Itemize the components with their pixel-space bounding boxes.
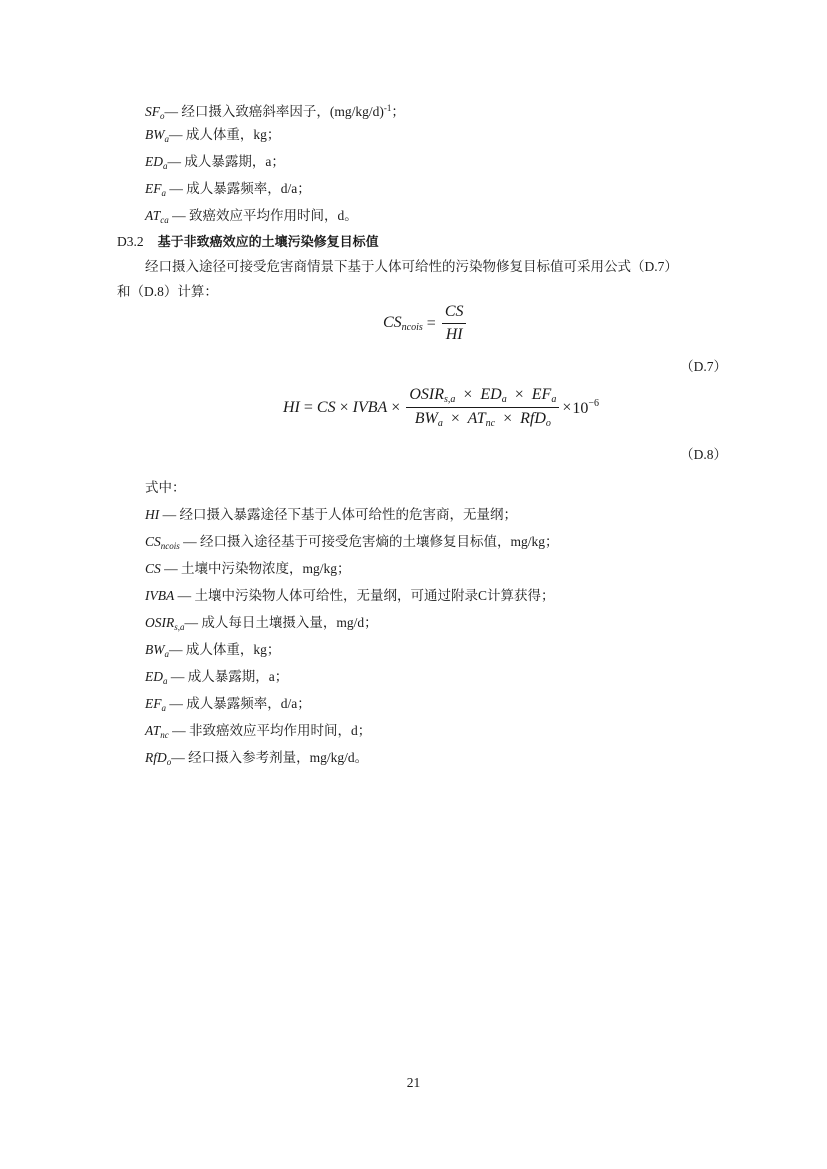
formula-d7-fraction: $\frac{CS}{HI}$ [442,303,467,344]
definition-ef-a-2: $EF_a$ — 成人暴露频率，d/a； [145,696,311,713]
definition-osir-sa: $OSIR_{s,a}—$ 成人每日土壤摄入量，mg/d； [145,615,378,632]
symbol: $SF_o$ [145,104,165,121]
definition-rfd-o: RfD$_o$— 经口摄入参考剂量，mg/kg/d。 [145,750,369,767]
definition-ed-a-2: $ED_a$ — 成人暴露期，a； [145,669,289,686]
formula-d8: HI = CS × IVBA × $\frac{OSIR_{s,a} \times ED_a \times EF_a}{BW_a \times AT_{nc} \times RfD_o}$ × $10^{-6}$ [283,386,599,429]
page-number: 21 [406,1075,421,1090]
equation-label-d8: （D.8） [680,447,727,462]
paragraph-line-2: 和（D.8）计算： [117,284,218,299]
definition-ef-a: $EF_a$ — 成人暴露频率，d/a； [145,181,311,198]
definition-sf-o: $SF_o—$ 经口摄入致癌斜率因子，$(mg/kg/d)^{-1}$； [145,103,405,121]
definition-at-nc: $AT_{nc}$ — 非致癌效应平均作用时间，d； [145,723,372,740]
section-number: D3.2 [117,234,144,249]
definition-cs-ncois: $CS_{ncois}$ — 经口摄入途径基于可接受危害熵的土壤修复目标值，mg/kg； [145,534,559,551]
definition-bw-a-2: $BW_a—$ 成人体重，kg； [145,642,281,659]
definition-bw-a: $BW_a—$ 成人体重，kg； [145,127,281,144]
formula-d7: $CS_{ncois}$ = $\frac{CS}{HI}$ [383,303,468,344]
definition-hi: HI — 经口摄入暴露途径下基于人体可给性的危害商，无量纲； [145,507,517,522]
where-label: 式中： [145,480,186,495]
equation-label-d7: （D.7） [680,359,727,374]
definition-ed-a: $ED_a—$ 成人暴露期，a； [145,154,285,171]
formula-d7-lhs: $CS_{ncois}$ [383,314,423,333]
definition-cs: CS — 土壤中污染物浓度，mg/kg； [145,561,351,576]
paragraph-line-1: 经口摄入途径可接受危害商情景下基于人体可给性的污染物修复目标值可采用公式（D.7） [145,259,678,274]
formula-d8-fraction: $\frac{OSIR_{s,a} \times ED_a \times EF_a}{BW_a \times AT_{nc} \times RfD_o}$ [406,386,559,429]
definition-ivba: IVBA — 土壤中污染物人体可给性，无量纲，可通过附录C计算获得； [145,588,555,603]
definition-at-ca: $AT_{ca}$ — 致癌效应平均作用时间，d。 [145,208,358,225]
section-heading [117,234,379,251]
section-title: 基于非致癌效应的土壤污染修复目标值 [157,235,379,250]
